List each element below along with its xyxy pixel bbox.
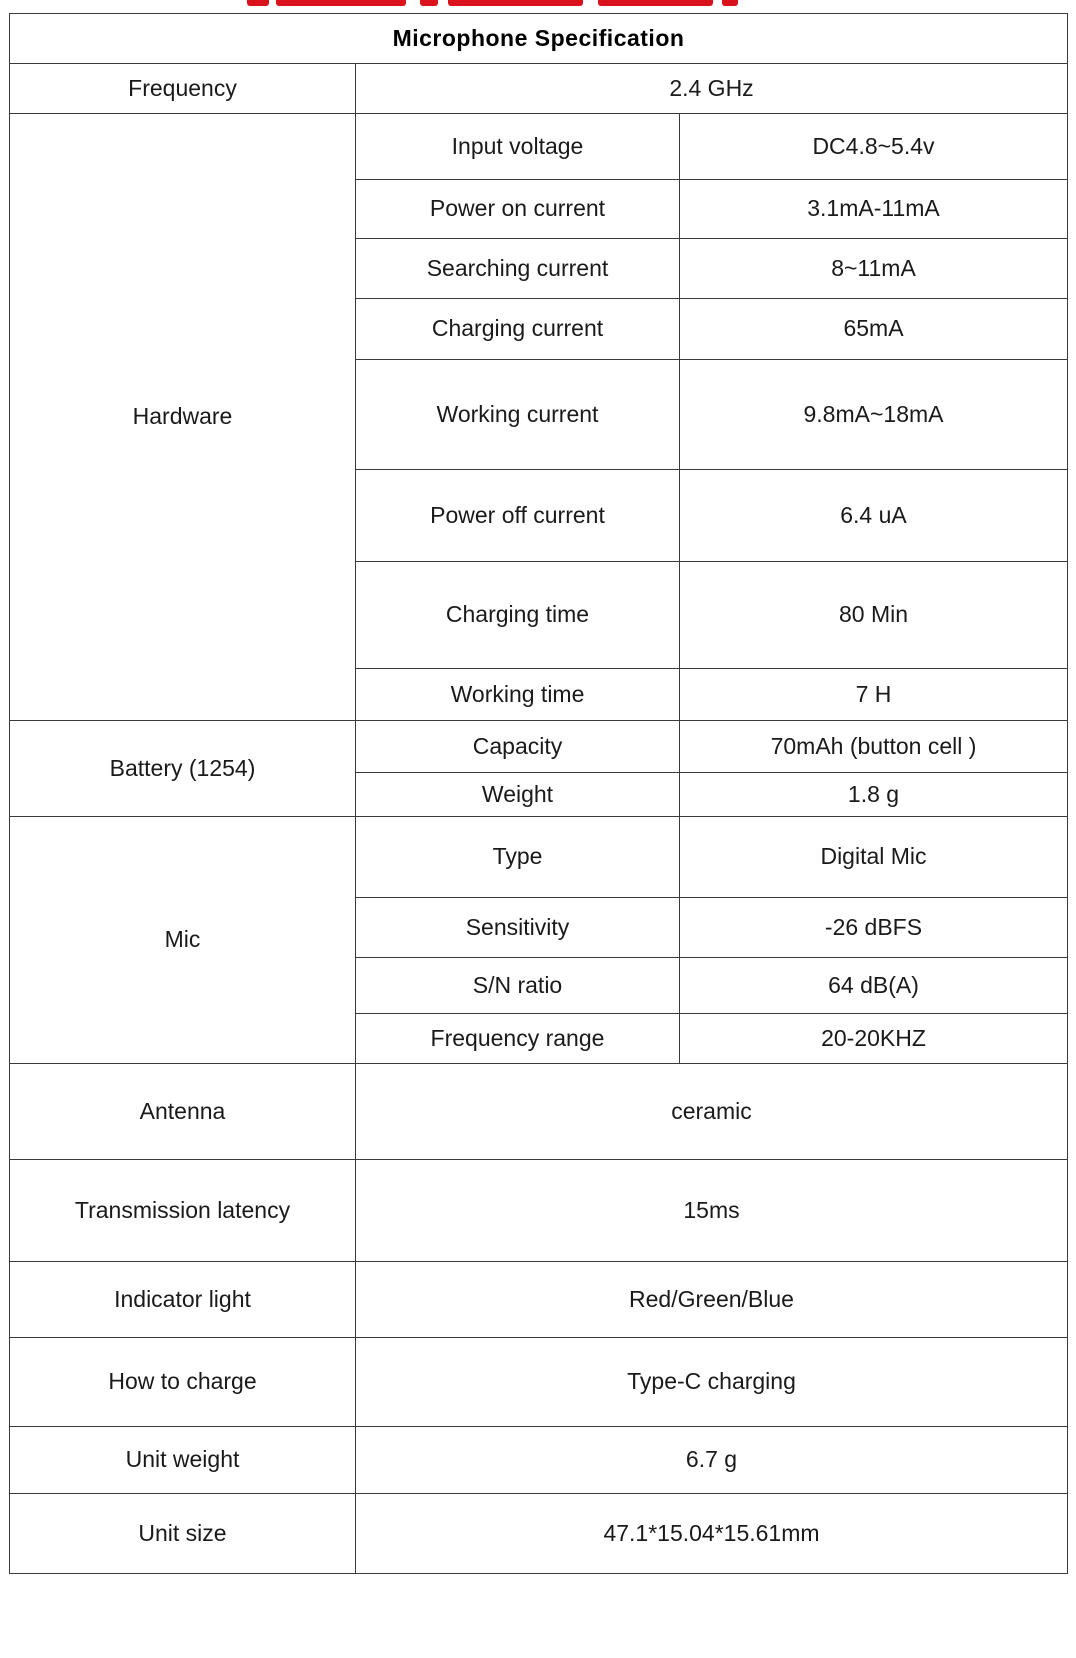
spec-label: Sensitivity: [356, 898, 680, 958]
table-row: [10, 1160, 1068, 1262]
spec-label: Charging time: [356, 562, 680, 669]
cropped-red-heading: [0, 0, 1076, 12]
spec-value: 6.4 uA: [680, 470, 1068, 562]
spec-label: Weight: [356, 773, 680, 817]
mic-label: Mic: [10, 817, 356, 1064]
charge-label: How to charge: [10, 1338, 356, 1427]
frequency-label: Frequency: [10, 64, 356, 114]
spec-label: Working time: [356, 669, 680, 721]
table-row: [10, 1494, 1068, 1574]
spec-label: Type: [356, 817, 680, 898]
latency-value: 15ms: [356, 1160, 1068, 1262]
indicator-value: Red/Green/Blue: [356, 1262, 1068, 1338]
spec-label: Charging current: [356, 299, 680, 360]
indicator-label: Indicator light: [10, 1262, 356, 1338]
unit-weight-label: Unit weight: [10, 1427, 356, 1494]
charge-value: Type-C charging: [356, 1338, 1068, 1427]
spec-value: 65mA: [680, 299, 1068, 360]
table-row: [10, 1262, 1068, 1338]
table-title-row: [10, 14, 1068, 64]
table-row: [10, 721, 1068, 773]
spec-value: 80 Min: [680, 562, 1068, 669]
spec-value: 70mAh (button cell ): [680, 721, 1068, 773]
battery-label: Battery (1254): [10, 721, 356, 817]
antenna-value: ceramic: [356, 1064, 1068, 1160]
spec-value: -26 dBFS: [680, 898, 1068, 958]
spec-label: Working current: [356, 360, 680, 470]
spec-value: 9.8mA~18mA: [680, 360, 1068, 470]
spec-value: 20-20KHZ: [680, 1014, 1068, 1064]
spec-value: Digital Mic: [680, 817, 1068, 898]
table-row: [10, 817, 1068, 898]
table-row: [10, 1064, 1068, 1160]
table-row: [10, 1338, 1068, 1427]
spec-label: Capacity: [356, 721, 680, 773]
unit-weight-value: 6.7 g: [356, 1427, 1068, 1494]
spec-value: 1.8 g: [680, 773, 1068, 817]
spec-label: Power off current: [356, 470, 680, 562]
table-row: [10, 114, 1068, 180]
antenna-label: Antenna: [10, 1064, 356, 1160]
spec-value: 64 dB(A): [680, 958, 1068, 1014]
frequency-value: 2.4 GHz: [356, 64, 1068, 114]
spec-table: [9, 13, 1068, 1574]
spec-label: Power on current: [356, 180, 680, 239]
unit-size-label: Unit size: [10, 1494, 356, 1574]
spec-label: S/N ratio: [356, 958, 680, 1014]
spec-value: 3.1mA-11mA: [680, 180, 1068, 239]
table-title: Microphone Specification: [10, 14, 1068, 64]
spec-value: 7 H: [680, 669, 1068, 721]
spec-label: Searching current: [356, 239, 680, 299]
spec-label: Input voltage: [356, 114, 680, 180]
spec-label: Frequency range: [356, 1014, 680, 1064]
unit-size-value: 47.1*15.04*15.61mm: [356, 1494, 1068, 1574]
hardware-label: Hardware: [10, 114, 356, 721]
spec-value: DC4.8~5.4v: [680, 114, 1068, 180]
latency-label: Transmission latency: [10, 1160, 356, 1262]
spec-value: 8~11mA: [680, 239, 1068, 299]
table-row: [10, 1427, 1068, 1494]
table-row: [10, 64, 1068, 114]
